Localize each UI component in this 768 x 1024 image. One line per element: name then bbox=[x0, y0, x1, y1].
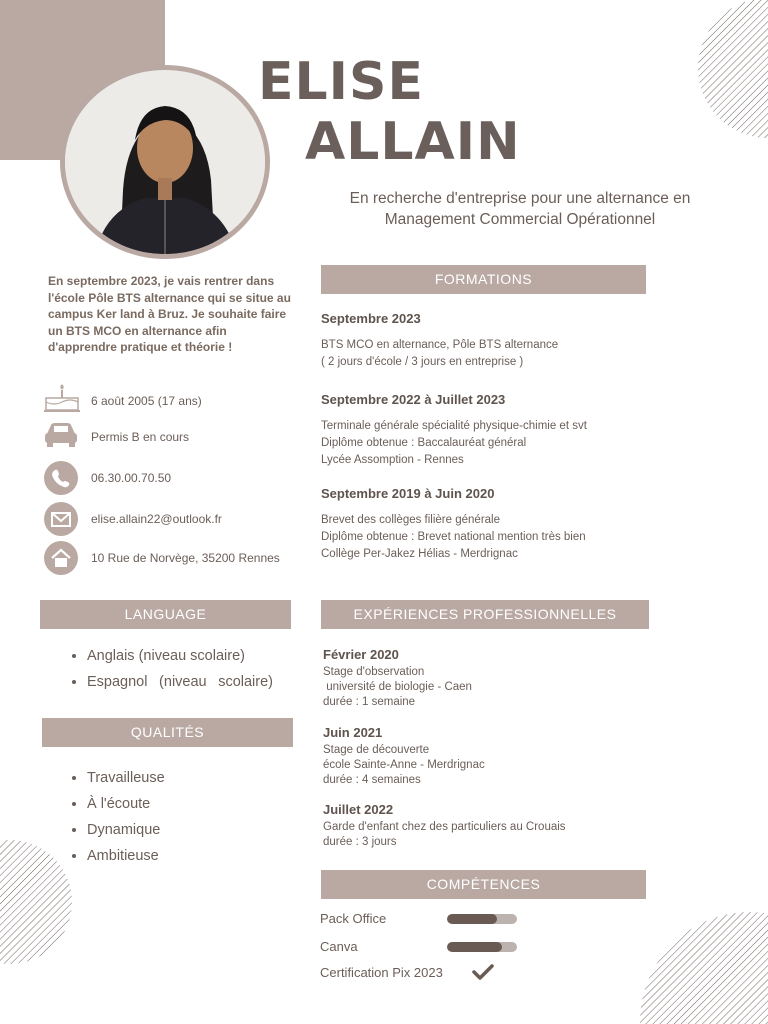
formation-line: Terminale générale spécialité physique-chimie et svt bbox=[321, 420, 587, 432]
experiences-header: EXPÉRIENCES PROFESSIONNELLES bbox=[321, 600, 649, 629]
skill-bar-canva bbox=[447, 942, 517, 952]
formation-line: Diplôme obtenue : Brevet national mention très bien bbox=[321, 530, 586, 543]
info-birthdate bbox=[44, 384, 314, 418]
formation-entry bbox=[321, 311, 681, 371]
car-icon bbox=[44, 420, 78, 454]
tagline: En recherche d'entreprise pour une alternance en Management Commercial Opérationnel bbox=[349, 190, 691, 228]
info-address bbox=[44, 541, 314, 575]
bottom-right-hatch-decor bbox=[625, 910, 768, 1024]
formation-line: ( 2 jours d'école / 3 jours en entreprise ) bbox=[321, 355, 524, 368]
list-item: • Dynamique bbox=[87, 817, 292, 843]
formations-header: FORMATIONS bbox=[321, 265, 646, 294]
info-email bbox=[44, 502, 314, 536]
first-name: ELISE bbox=[258, 52, 424, 112]
language-header: LANGUAGE bbox=[40, 600, 291, 629]
list-item bbox=[87, 669, 292, 695]
skill-label: Certification Pix 2023 bbox=[320, 965, 443, 980]
formation-line: Collège Per-Jakez Hélias - Merdrignac bbox=[321, 547, 518, 560]
formation-date: Septembre 2019 à Juin 2020 bbox=[321, 486, 495, 501]
skill-bar-fill bbox=[447, 914, 497, 924]
experience-line: Stage de découverte bbox=[323, 744, 430, 756]
experience-line: Garde d'enfant chez des particuliers au Crouais bbox=[323, 821, 566, 833]
experience-entry bbox=[323, 802, 663, 850]
info-phone bbox=[44, 461, 314, 495]
info-label: 06.30.00.70.50 bbox=[91, 471, 172, 485]
list-item: • Travailleuse bbox=[87, 765, 292, 791]
list-item-text: Espagnol (niveau scolaire) bbox=[87, 674, 273, 690]
mail-icon bbox=[44, 502, 78, 536]
info-label: 6 août 2005 (17 ans) bbox=[91, 394, 202, 408]
experience-line: école Sainte-Anne - Merdrignac bbox=[323, 759, 485, 771]
qualities-list bbox=[42, 765, 292, 869]
skills-header: COMPÉTENCES bbox=[321, 870, 646, 899]
home-icon bbox=[44, 541, 78, 575]
last-name: ALLAIN bbox=[305, 112, 521, 172]
experience-entry bbox=[323, 725, 663, 788]
info-label: 10 Rue de Norvège, 35200 Rennes bbox=[91, 551, 280, 565]
intro-text: En septembre 2023, je vais rentrer dans l'école Pôle BTS alternance qui se situe au campus Ker land à Bruz. Je souhaite faire un BTS MCO en alternance afin d'apprendre pratique et théorie ! bbox=[48, 274, 291, 354]
list-item: • Ambitieuse bbox=[87, 843, 292, 869]
formation-line: Brevet des collèges filière générale bbox=[321, 514, 500, 526]
experience-entry bbox=[323, 647, 663, 710]
experience-line: université de biologie - Caen bbox=[323, 681, 472, 693]
formation-line: Diplôme obtenue : Baccalauréat général bbox=[321, 436, 527, 449]
profile-photo bbox=[65, 70, 265, 254]
formation-entry bbox=[321, 486, 681, 562]
info-license bbox=[44, 420, 314, 454]
qualities-header: QUALITÉS bbox=[42, 718, 293, 747]
cake-icon bbox=[44, 384, 78, 418]
formation-line: BTS MCO en alternance, Pôle BTS alternance bbox=[321, 339, 559, 351]
phone-icon bbox=[44, 461, 78, 495]
top-right-hatch-decor bbox=[690, 0, 768, 140]
formation-line: Lycée Assomption - Rennes bbox=[321, 453, 464, 466]
experience-date: Juillet 2022 bbox=[323, 802, 394, 817]
experience-line: durée : 1 semaine bbox=[323, 696, 416, 708]
skill-bar-fill bbox=[447, 942, 502, 952]
formation-date: Septembre 2022 à Juillet 2023 bbox=[321, 392, 506, 407]
checkmark-icon bbox=[472, 963, 494, 981]
experience-line: durée : 3 jours bbox=[323, 836, 397, 848]
experience-line: Stage d'observation bbox=[323, 666, 425, 678]
skill-bar-pack-office bbox=[447, 914, 517, 924]
experience-date: Février 2020 bbox=[323, 647, 399, 662]
formation-date: Septembre 2023 bbox=[321, 311, 421, 326]
experience-line: durée : 4 semaines bbox=[323, 774, 421, 786]
info-label: Permis B en cours bbox=[91, 430, 190, 444]
skill-label: Canva bbox=[320, 939, 358, 954]
language-list bbox=[42, 643, 292, 695]
experience-date: Juin 2021 bbox=[323, 725, 383, 740]
formation-entry bbox=[321, 392, 681, 468]
info-label: elise.allain22@outlook.fr bbox=[91, 512, 222, 526]
skill-label: Pack Office bbox=[320, 911, 387, 926]
list-item: • À l'écoute bbox=[87, 791, 292, 817]
list-item: • Anglais (niveau scolaire) bbox=[87, 643, 292, 669]
